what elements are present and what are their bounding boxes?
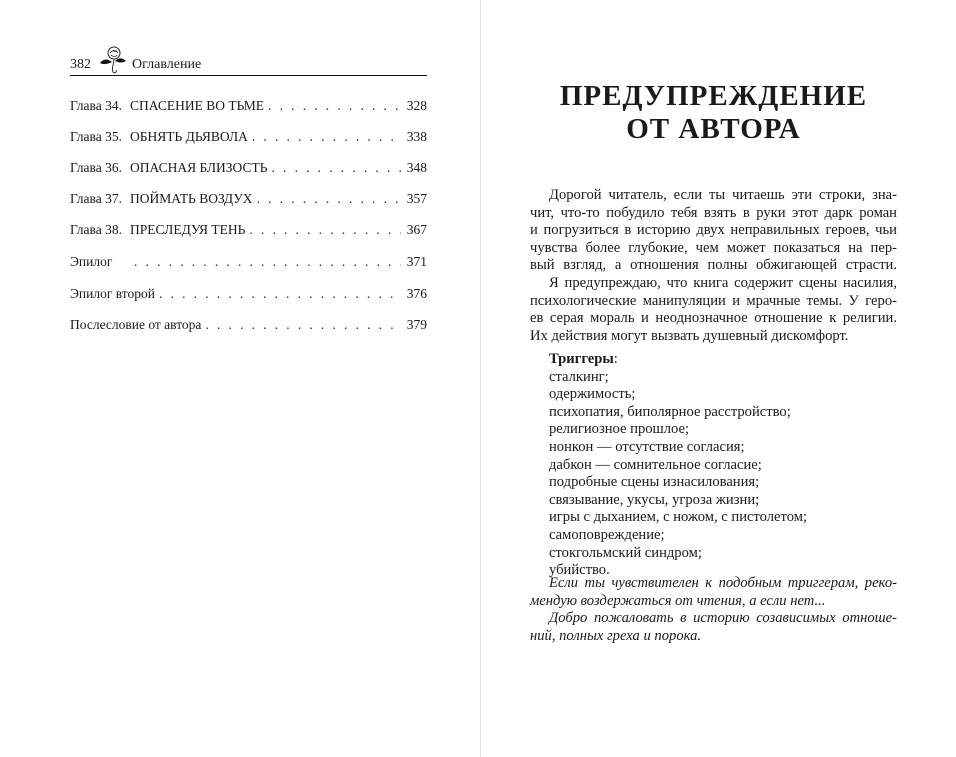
triggers-heading: [549, 351, 807, 369]
toc-title: ПРЕСЛЕДУЯ ТЕНЬ: [130, 222, 246, 237]
colon: :: [613, 351, 618, 367]
triggers-list: [549, 351, 807, 580]
page-gutter: [480, 0, 481, 757]
toc-page: 338: [406, 129, 427, 144]
text-line: Я предупреждаю, что книга содержит сцены насилия,: [549, 274, 897, 291]
running-header: [70, 50, 427, 76]
toc-page: 376: [406, 286, 427, 301]
toc-page: 371: [406, 254, 427, 269]
title-line: ПРЕДУПРЕЖДЕНИЕ: [559, 80, 868, 112]
toc-title: СПАСЕНИЕ ВО ТЬМЕ: [130, 98, 265, 113]
text-line: Добро пожаловать в историю созависимых отноше-: [549, 610, 897, 627]
toc-page: 379: [406, 317, 427, 332]
trigger-item: сталкинг;: [549, 368, 609, 385]
toc-title: ОБНЯТЬ ДЬЯВОЛА: [130, 129, 248, 144]
chapter-title: [530, 80, 897, 146]
toc-page: 328: [406, 98, 427, 113]
warning-text: [530, 187, 897, 345]
leader-dots: [268, 98, 401, 114]
toc-page: 348: [406, 160, 427, 175]
text-line: Их действия могут вызвать душевный дискомфорт.: [530, 327, 849, 344]
trigger-item: подробные сцены изнасилования;: [549, 474, 760, 491]
toc-label: Глава 38.: [70, 222, 122, 237]
toc-label: Глава 37.: [70, 191, 122, 206]
toc-label: Глава 35.: [70, 129, 122, 144]
text-line: и погрузиться в историю двух неправильных героев, чьи: [530, 222, 897, 239]
toc-label: Глава 36.: [70, 160, 122, 175]
trigger-item: дабкон — сомнительное согласие;: [549, 456, 762, 473]
text-line: чувства более глубокие, чем может показаться на пер-: [530, 239, 897, 256]
toc-entry[interactable]: [70, 317, 427, 333]
toc-entry[interactable]: [70, 191, 427, 207]
text-line: Если ты чувствителен к подобным триггерам, реко-: [549, 575, 897, 591]
toc-label: Эпилог второй: [70, 286, 155, 301]
trigger-item: стокгольмский синдром;: [549, 544, 702, 561]
toc-label: Послесловие от автора: [70, 317, 202, 332]
rose-ornament-icon: [99, 44, 127, 76]
text-line: ний, полных греха и порока.: [530, 627, 702, 644]
triggers-heading-text: Триггеры: [549, 351, 614, 367]
trigger-item: одержимость;: [549, 386, 636, 403]
leader-dots: [249, 222, 400, 238]
toc-entry[interactable]: [70, 222, 427, 238]
closing-text: [530, 575, 897, 645]
toc-entry[interactable]: [70, 129, 427, 145]
leader-dots: [271, 160, 400, 176]
text-line: мендую воздержаться от чтения, а если нет...: [530, 592, 826, 609]
trigger-item: игры с дыханием, с ножом, с пистолетом;: [549, 509, 808, 526]
toc-entry[interactable]: [70, 160, 427, 176]
toc-entry[interactable]: [70, 98, 427, 114]
leader-dots: [159, 286, 401, 302]
toc-entry[interactable]: [70, 254, 427, 270]
toc-page: 367: [406, 222, 427, 237]
leader-dots: [257, 191, 401, 207]
trigger-item: связывание, укусы, угроза жизни;: [549, 491, 760, 508]
page-number: 382: [70, 57, 91, 72]
trigger-item: самоповреждение;: [549, 526, 665, 543]
text-line: чит, что-то побудило тебя взять в руки этот дарк роман: [530, 204, 897, 221]
running-title: Оглавление: [132, 57, 202, 72]
toc-page: 357: [406, 191, 427, 206]
leader-dots: [134, 254, 401, 270]
toc-title: ПОЙМАТЬ ВОЗДУХ: [130, 191, 253, 206]
trigger-item: нонкон — отсутствие согласия;: [549, 438, 745, 455]
toc-label: Глава 34.: [70, 98, 122, 113]
toc-label: Эпилог: [70, 254, 113, 269]
toc-title: ОПАСНАЯ БЛИЗОСТЬ: [130, 160, 268, 175]
trigger-item: психопатия, биполярное расстройство;: [549, 403, 791, 420]
leader-dots: [252, 129, 401, 145]
text-line: ев серая мораль и неоднозначное отношение к религии.: [530, 310, 897, 327]
trigger-item: убийство.: [549, 562, 610, 579]
trigger-item: религиозное прошлое;: [549, 421, 690, 438]
text-line: психологические манипуляции и мрачные темы. У геро-: [530, 292, 897, 309]
text-line: Дорогой читатель, если ты читаешь эти строки, зна-: [549, 187, 897, 203]
toc-entry[interactable]: [70, 286, 427, 302]
text-line: вый взгляд, а отношения полны обжигающей страсти.: [530, 257, 897, 274]
leader-dots: [205, 317, 400, 333]
title-line: ОТ АВТОРА: [626, 113, 801, 145]
